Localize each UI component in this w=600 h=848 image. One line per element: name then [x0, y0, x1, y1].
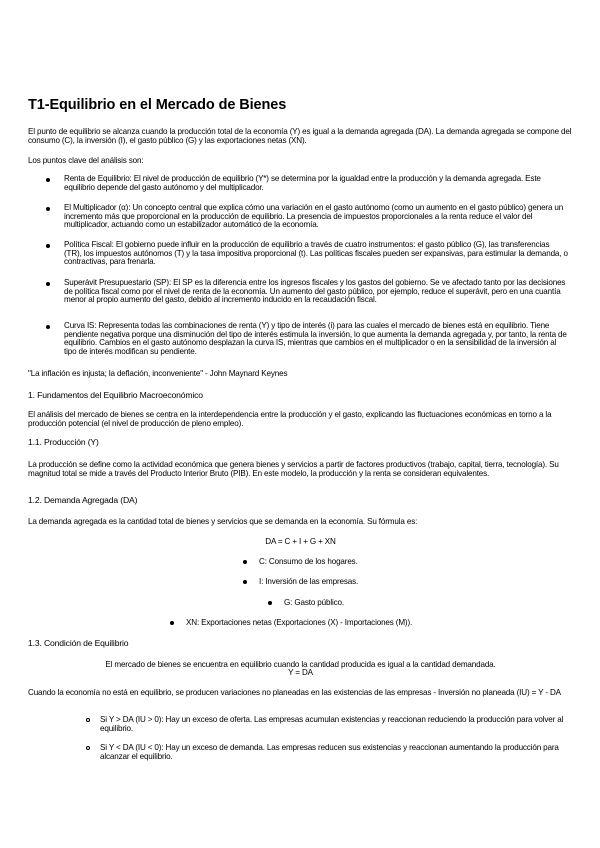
- bullet-dot: [170, 621, 174, 625]
- bullet-dot: [46, 207, 50, 211]
- component-public-spending: G: Gasto público.: [284, 598, 344, 607]
- section-1-3-text: El mercado de bienes se encuentra en equilibrio cuando la cantidad producida es igual a la cantidad demandada.: [105, 660, 496, 669]
- key-point-equilibrium-income: Renta de Equilibrio: El nivel de producción de equilibrio (Y*) se determina por la igualdad entre la producción y la demanda agregada. Este equilibrio depende del gasto autónomo y del multiplicador.: [64, 174, 541, 192]
- key-point-is-curve: Curva IS: Representa todas las combinaciones de renta (Y) y tipo de interés (i) para las cuales el mercado de bienes está en equilibrio. Tiene pendiente negativa porque una disminución del tipo de interés estimula la inversión, lo que aumenta la demanda agregada y, por tanto, la renta de equilibrio. Cambios en el gasto autónomo desplazan la curva IS, mientras que cambios en el multiplicador o en la sensibilidad de la inversión al tipo de interés modifican su pendiente.: [64, 321, 567, 356]
- page-title: T1-Equilibrio en el Mercado de Bienes: [28, 97, 287, 113]
- key-point-budget-surplus: Superávit Presupuestario (SP): El SP es la diferencia entre los ingresos fiscales y los gastos del gobierno. Se ve afectado tanto por las decisiones de política fiscal como por el nivel de renta de la economía. Un aumento del gasto público, por ejemplo, reduce el superávit, pero en una cuantía menor al propio aumento del gasto, debido al incremento inducido en la recaudación fiscal.: [64, 278, 566, 305]
- key-point-fiscal-policy: Política Fiscal: El gobierno puede influir en la producción de equilibrio a través de cuatro instrumentos: el gasto público (G), las transferencias (TR), los impuestos autónomos (T) y la tasa impositiva proporcional (t). Las políticas fiscales pueden ser expansivas, para estimular la demanda, o contractivas, para frenarla.: [64, 240, 568, 267]
- section-1-heading: 1. Fundamentos del Equilibrio Macroeconómico: [28, 390, 203, 400]
- case-excess-demand: Si Y < DA (IU < 0): Hay un exceso de demanda. Las empresas reducen sus existencias y reaccionan aumentando la producción para alcanzar el equilibrio.: [100, 743, 559, 761]
- section-1-2-text: La demanda agregada es la cantidad total de bienes y servicios que se demanda en la economía. Su fórmula es:: [28, 517, 418, 526]
- keynes-quote: "La inflación es injusta; la deflación, inconveniente" - John Maynard Keynes: [28, 369, 288, 378]
- section-1-3-heading: 1.3. Condición de Equilibrio: [28, 638, 129, 648]
- key-points-label: Los puntos clave del análisis son:: [28, 156, 144, 165]
- section-1-1-heading: 1.1. Producción (Y): [28, 437, 99, 447]
- section-1-2-heading: 1.2. Demanda Agregada (DA): [28, 495, 138, 505]
- case-excess-supply: Si Y > DA (IU > 0): Hay un exceso de oferta. Las empresas acumulan existencias y reaccionan reduciendo la producción para volver al equilibrio.: [100, 715, 564, 733]
- intro-paragraph: El punto de equilibrio se alcanza cuando la producción total de la economía (Y) es igual a la demanda agregada (DA). La demanda agregada se compone del consumo (C), la inversión (I), el gasto público (G) y las exportaciones netas (XN).: [28, 127, 572, 145]
- da-formula: DA = C + I + G + XN: [265, 537, 336, 546]
- component-investment: I: Inversión de las empresas.: [259, 577, 359, 586]
- component-net-exports: XN: Exportaciones netas (Exportaciones (X) - Importaciones (M)).: [186, 618, 413, 627]
- bullet-dot: [268, 601, 272, 605]
- bullet-dot: [46, 178, 50, 182]
- key-point-multiplier: El Multiplicador (α): Un concepto central que explica cómo una variación en el gasto autónomo (como un aumento en el gasto público) genera un incremento más que proporcional en la producción de equilibrio. La presencia de impuestos proporcionales a la renta reduce el valor del multiplicador, actuando como un estabilizador automático de la economía.: [64, 203, 564, 230]
- component-consumption: C: Consumo de los hogares.: [259, 557, 358, 566]
- sub-bullet-circle: [86, 718, 90, 722]
- equilibrium-formula: Y = DA: [288, 668, 313, 677]
- sub-bullet-circle: [86, 746, 90, 750]
- bullet-dot: [243, 580, 247, 584]
- section-1-text: El análisis del mercado de bienes se centra en la interdependencia entre la producción y el gasto, explicando las fluctuaciones económicas en torno a la producción potencial (el nivel de producción de pleno empleo).: [28, 410, 552, 428]
- bullet-dot: [46, 325, 50, 329]
- section-1-1-text: La producción se define como la actividad económica que genera bienes y servicios a partir de factores productivos (trabajo, capital, tierra, tecnología). Su magnitud total se mide a través del Producto Interior Bruto (PIB). En este modelo, la producción y la renta se consideran equivalentes.: [28, 460, 559, 478]
- bullet-dot: [243, 560, 247, 564]
- bullet-dot: [46, 282, 50, 286]
- bullet-dot: [46, 244, 50, 248]
- disequilibrium-text: Cuando la economía no está en equilibrio, se producen variaciones no planeadas en las existencias de las empresas - Inversión no planeada (IU) = Y - DA: [28, 688, 561, 697]
